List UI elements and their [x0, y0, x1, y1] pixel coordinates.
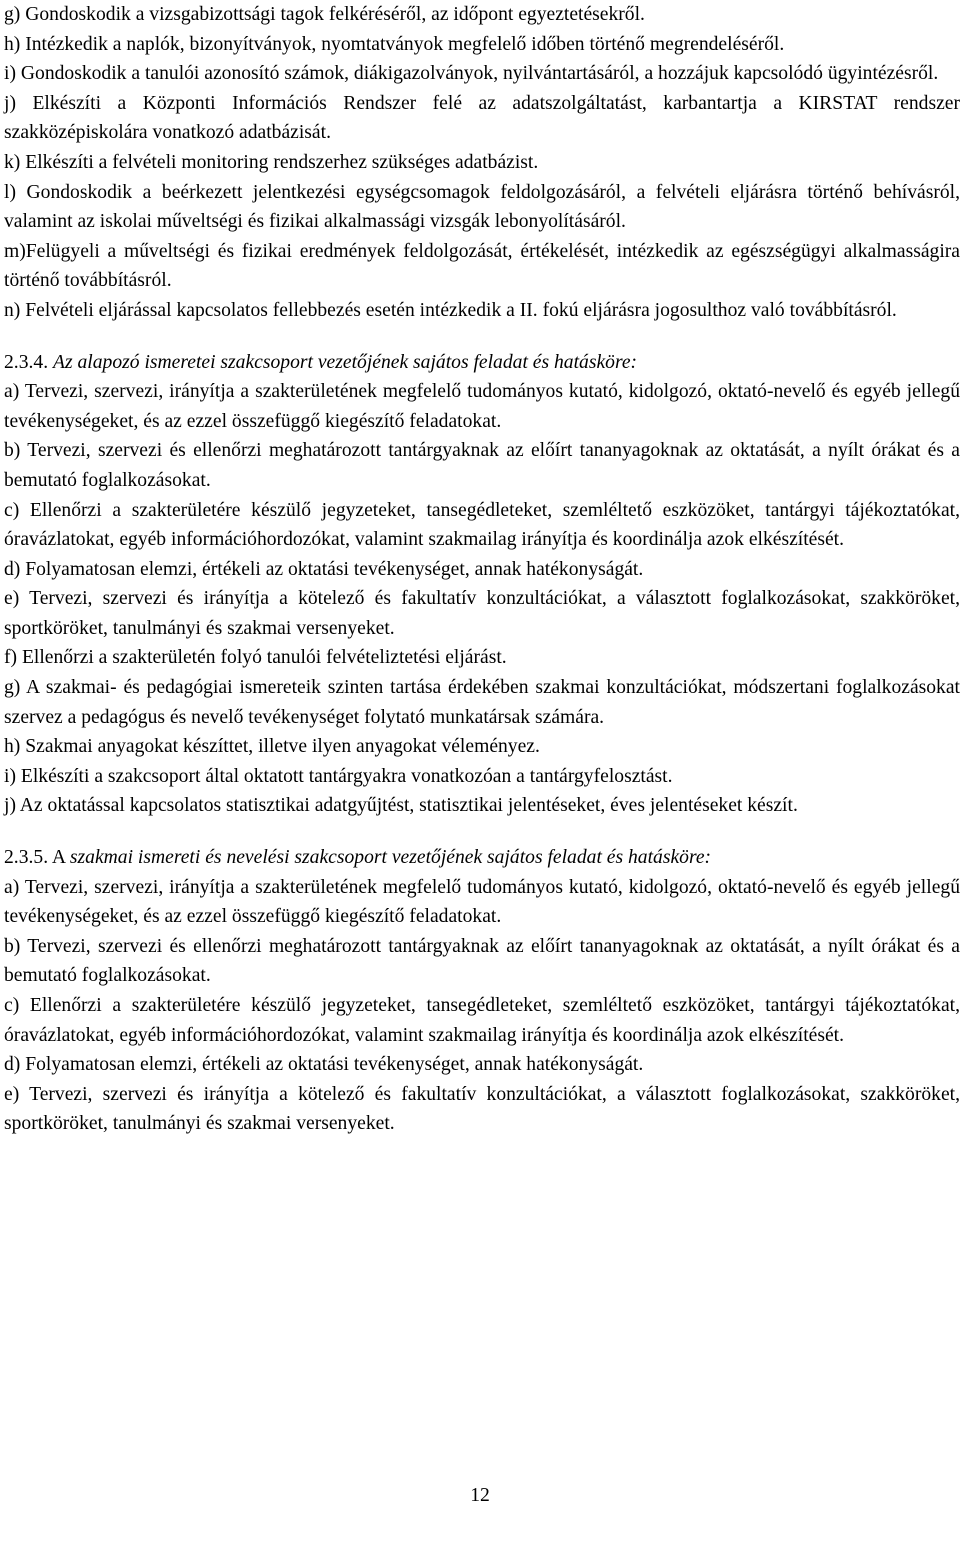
list-item: f) Ellenőrzi a szakterületén folyó tanulói felvételiztetési eljárást.: [4, 647, 507, 669]
list-item: b) Tervezi, szervezi és ellenőrzi meghatározott tantárgyaknak az előírt tananyagoknak az oktatását, a nyílt órákat és a bemutató foglalkozásokat.: [4, 440, 960, 491]
section-title: Az alapozó ismeretei szakcsoport vezetőjének sajátos feladat és hatásköre:: [53, 351, 638, 373]
section-number: 2.3.5. A: [4, 847, 65, 869]
list-item: c) Ellenőrzi a szakterületére készülő jegyzeteket, tansegédleteket, szemléltető eszközöket, tantárgyi tájékoztatókat, óravázlatokat, egyéb információhordozókat, valamint szakmailag irányítja és koordinálja azok elkészítését.: [4, 499, 960, 551]
list-item: m)Felügyeli a műveltségi és fizikai eredmények feldolgozását, értékelését, intézkedik az egészségügyi alkalmasságira történő továbbításról.: [4, 240, 960, 292]
section-a: [4, 0, 960, 326]
section-2-3-5: [4, 843, 960, 1139]
list-item: l) Gondoskodik a beérkezett jelentkezési egységcsomagok feldolgozásáról, a felvételi eljárásra történő behívásról, valamint az iskolai műveltségi és fizikai alkalmassági vizsgák lebonyolításáról.: [4, 181, 960, 233]
list-item: j) Elkészíti a Központi Információs Rendszer felé az adatszolgáltatást, karbantartja a KIRSTAT rendszer szakközépiskolára vonatkozó adatbázisát.: [4, 92, 960, 144]
list-item: i) Gondoskodik a tanulói azonosító számok, diákigazolványok, nyilvántartásáról, a hozzájuk kapcsolódó ügyintézésről.: [4, 63, 939, 85]
list-item: h) Szakmai anyagokat készíttet, illetve ilyen anyagokat véleményez.: [4, 736, 540, 758]
list-item: k) Elkészíti a felvételi monitoring rendszerhez szükséges adatbázist.: [4, 151, 539, 173]
list-item: b) Tervezi, szervezi és ellenőrzi meghatározott tantárgyaknak az előírt tananyagoknak az oktatását, a nyílt órákat és a bemutató foglalkozásokat.: [4, 935, 960, 987]
list-item: n) Felvételi eljárással kapcsolatos fellebbezés esetén intézkedik a II. fokú eljárásra jogosulthoz való továbbításról.: [4, 299, 897, 321]
section-heading: [4, 843, 960, 873]
list-item: e) Tervezi, szervezi és irányítja a kötelező és fakultatív konzultációkat, a választott foglalkozásokat, szakköröket, sportköröket, tanulmányi és szakmai versenyeket.: [4, 1083, 960, 1135]
section-heading: [4, 348, 960, 378]
list-item: c) Ellenőrzi a szakterületére készülő jegyzeteket, tansegédleteket, szemléltető eszközöket, tantárgyi tájékoztatókat, óravázlatokat, egyéb információhordozókat, valamint szakmailag irányítja és koordinálja azok elkészítését.: [4, 995, 960, 1046]
list-item: a) Tervezi, szervezi, irányítja a szakterületének megfelelő tudományos kutató, kidolgozó, oktató-nevelő és egyéb jellegű tevékenységeket, és az ezzel összefüggő kiegészítő feladatokat.: [4, 381, 960, 432]
section-title: szakmai ismereti és nevelési szakcsoport vezetőjének sajátos feladat és hatásköre:: [69, 847, 712, 869]
list-item: d) Folyamatosan elemzi, értékeli az oktatási tevékenységet, annak hatékonyságát.: [4, 558, 644, 580]
section-2-3-4: [4, 348, 960, 822]
section-gap: [4, 326, 960, 348]
list-item: j) Az oktatással kapcsolatos statisztikai adatgyűjtést, statisztikai jelentéseket, éves jelentéseket készít.: [4, 795, 798, 817]
list-item: d) Folyamatosan elemzi, értékeli az oktatási tevékenységet, annak hatékonyságát.: [4, 1054, 644, 1076]
section-number: 2.3.4.: [4, 351, 49, 373]
list-item: a) Tervezi, szervezi, irányítja a szakterületének megfelelő tudományos kutató, kidolgozó, oktató-nevelő és egyéb jellegű tevékenységeket, és az ezzel összefüggő kiegészítő feladatokat.: [4, 876, 960, 928]
list-item: g) Gondoskodik a vizsgabizottsági tagok felkéréséről, az időpont egyeztetésekről.: [4, 4, 645, 25]
list-item: i) Elkészíti a szakcsoport által oktatott tantárgyakra vonatkozóan a tantárgyfelosztást.: [4, 765, 673, 787]
page-number: 12: [470, 1485, 490, 1506]
list-item: h) Intézkedik a naplók, bizonyítványok, nyomtatványok megfelelő időben történő megrendeléséről.: [4, 33, 785, 55]
section-gap: [4, 821, 960, 843]
document-page: [4, 0, 960, 1139]
list-item: e) Tervezi, szervezi és irányítja a kötelező és fakultatív konzultációkat, a választott foglalkozásokat, szakköröket, sportköröket, tanulmányi és szakmai versenyeket.: [4, 588, 960, 639]
list-item: g) A szakmai- és pedagógiai ismereteik szinten tartása érdekében szakmai konzultációkat, módszertani foglalkozásokat szervez a pedagógus és nevelő tevékenységet folytató munkatársak számára.: [4, 677, 960, 728]
